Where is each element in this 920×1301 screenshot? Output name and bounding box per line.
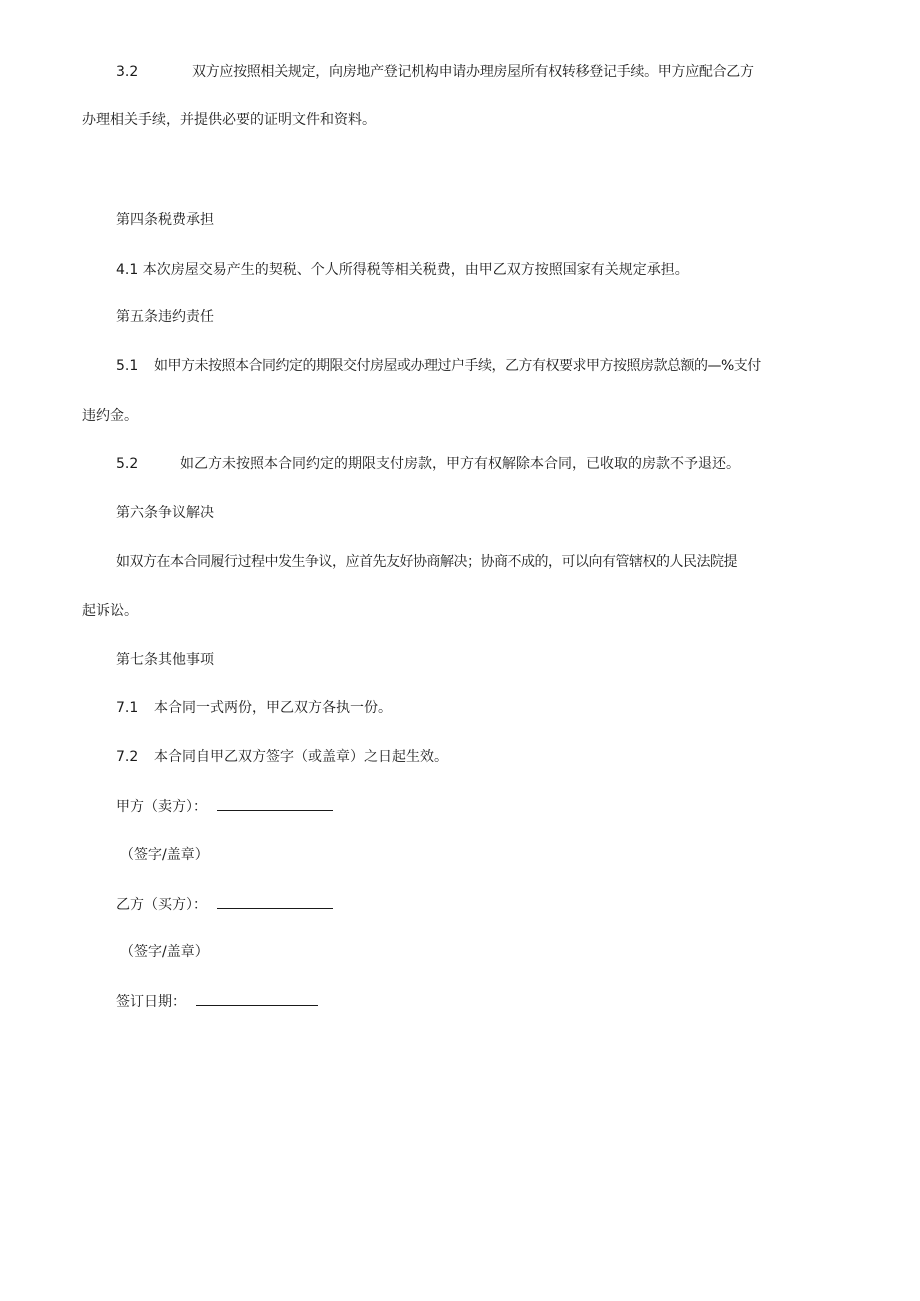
date-blank[interactable] xyxy=(196,991,318,1006)
date-row xyxy=(116,991,318,1012)
party-a-row xyxy=(116,796,333,817)
clause-5-1-number: 5.1 xyxy=(116,358,139,374)
clause-5-2 xyxy=(116,454,740,474)
clause-3-2-line1 xyxy=(116,62,754,82)
clause-5-2-number: 5.2 xyxy=(116,456,139,472)
clause-7-1-number: 7.1 xyxy=(116,700,139,716)
party-b-signature-blank[interactable] xyxy=(217,894,333,909)
clause-3-2-number: 3.2 xyxy=(116,64,139,80)
party-b-note: （签字/盖章） xyxy=(120,944,209,960)
article-7-heading: 第七条其他事项 xyxy=(116,652,214,668)
clause-3-2-line2: 办理相关手续，并提供必要的证明文件和资料。 xyxy=(82,112,376,128)
clause-7-2-text: 本合同自甲乙双方签字（或盖章）之日起生效。 xyxy=(154,749,448,765)
article-5-heading: 第五条违约责任 xyxy=(116,309,214,325)
clause-5-1-line1 xyxy=(116,356,761,376)
clause-7-1-text: 本合同一式两份，甲乙双方各执一份。 xyxy=(154,700,392,716)
party-b-label: 乙方（买方）： xyxy=(116,897,207,913)
date-label: 签订日期： xyxy=(116,994,186,1010)
article-4-heading: 第四条税费承担 xyxy=(116,212,214,228)
article-6-line2: 起诉讼。 xyxy=(82,603,138,619)
party-a-note: （签字/盖章） xyxy=(120,847,209,863)
clause-5-2-text: 如乙方未按照本合同约定的期限支付房款，甲方有权解除本合同，已收取的房款不予退还。 xyxy=(180,456,740,472)
clause-5-1-text-line1: 如甲方未按照本合同约定的期限交付房屋或办理过户手续，乙方有权要求甲方按照房款总额的—%支付 xyxy=(154,358,761,374)
article-6-heading: 第六条争议解决 xyxy=(116,505,214,521)
clause-7-1 xyxy=(116,698,392,718)
party-a-label: 甲方（卖方）： xyxy=(116,799,207,815)
article-6-line1: 如双方在本合同履行过程中发生争议，应首先友好协商解决；协商不成的，可以向有管辖权的人民法院提 xyxy=(116,554,737,570)
party-b-row xyxy=(116,894,333,915)
party-a-signature-blank[interactable] xyxy=(217,796,333,811)
clause-5-1-line2: 违约金。 xyxy=(82,408,138,424)
clause-4-1: 4.1 本次房屋交易产生的契税、个人所得税等相关税费，由甲乙双方按照国家有关规定承担。 xyxy=(116,262,689,278)
clause-7-2-number: 7.2 xyxy=(116,749,139,765)
clause-3-2-text-line1: 双方应按照相关规定，向房地产登记机构申请办理房屋所有权转移登记手续。甲方应配合乙方 xyxy=(192,64,754,80)
clause-7-2 xyxy=(116,747,448,767)
